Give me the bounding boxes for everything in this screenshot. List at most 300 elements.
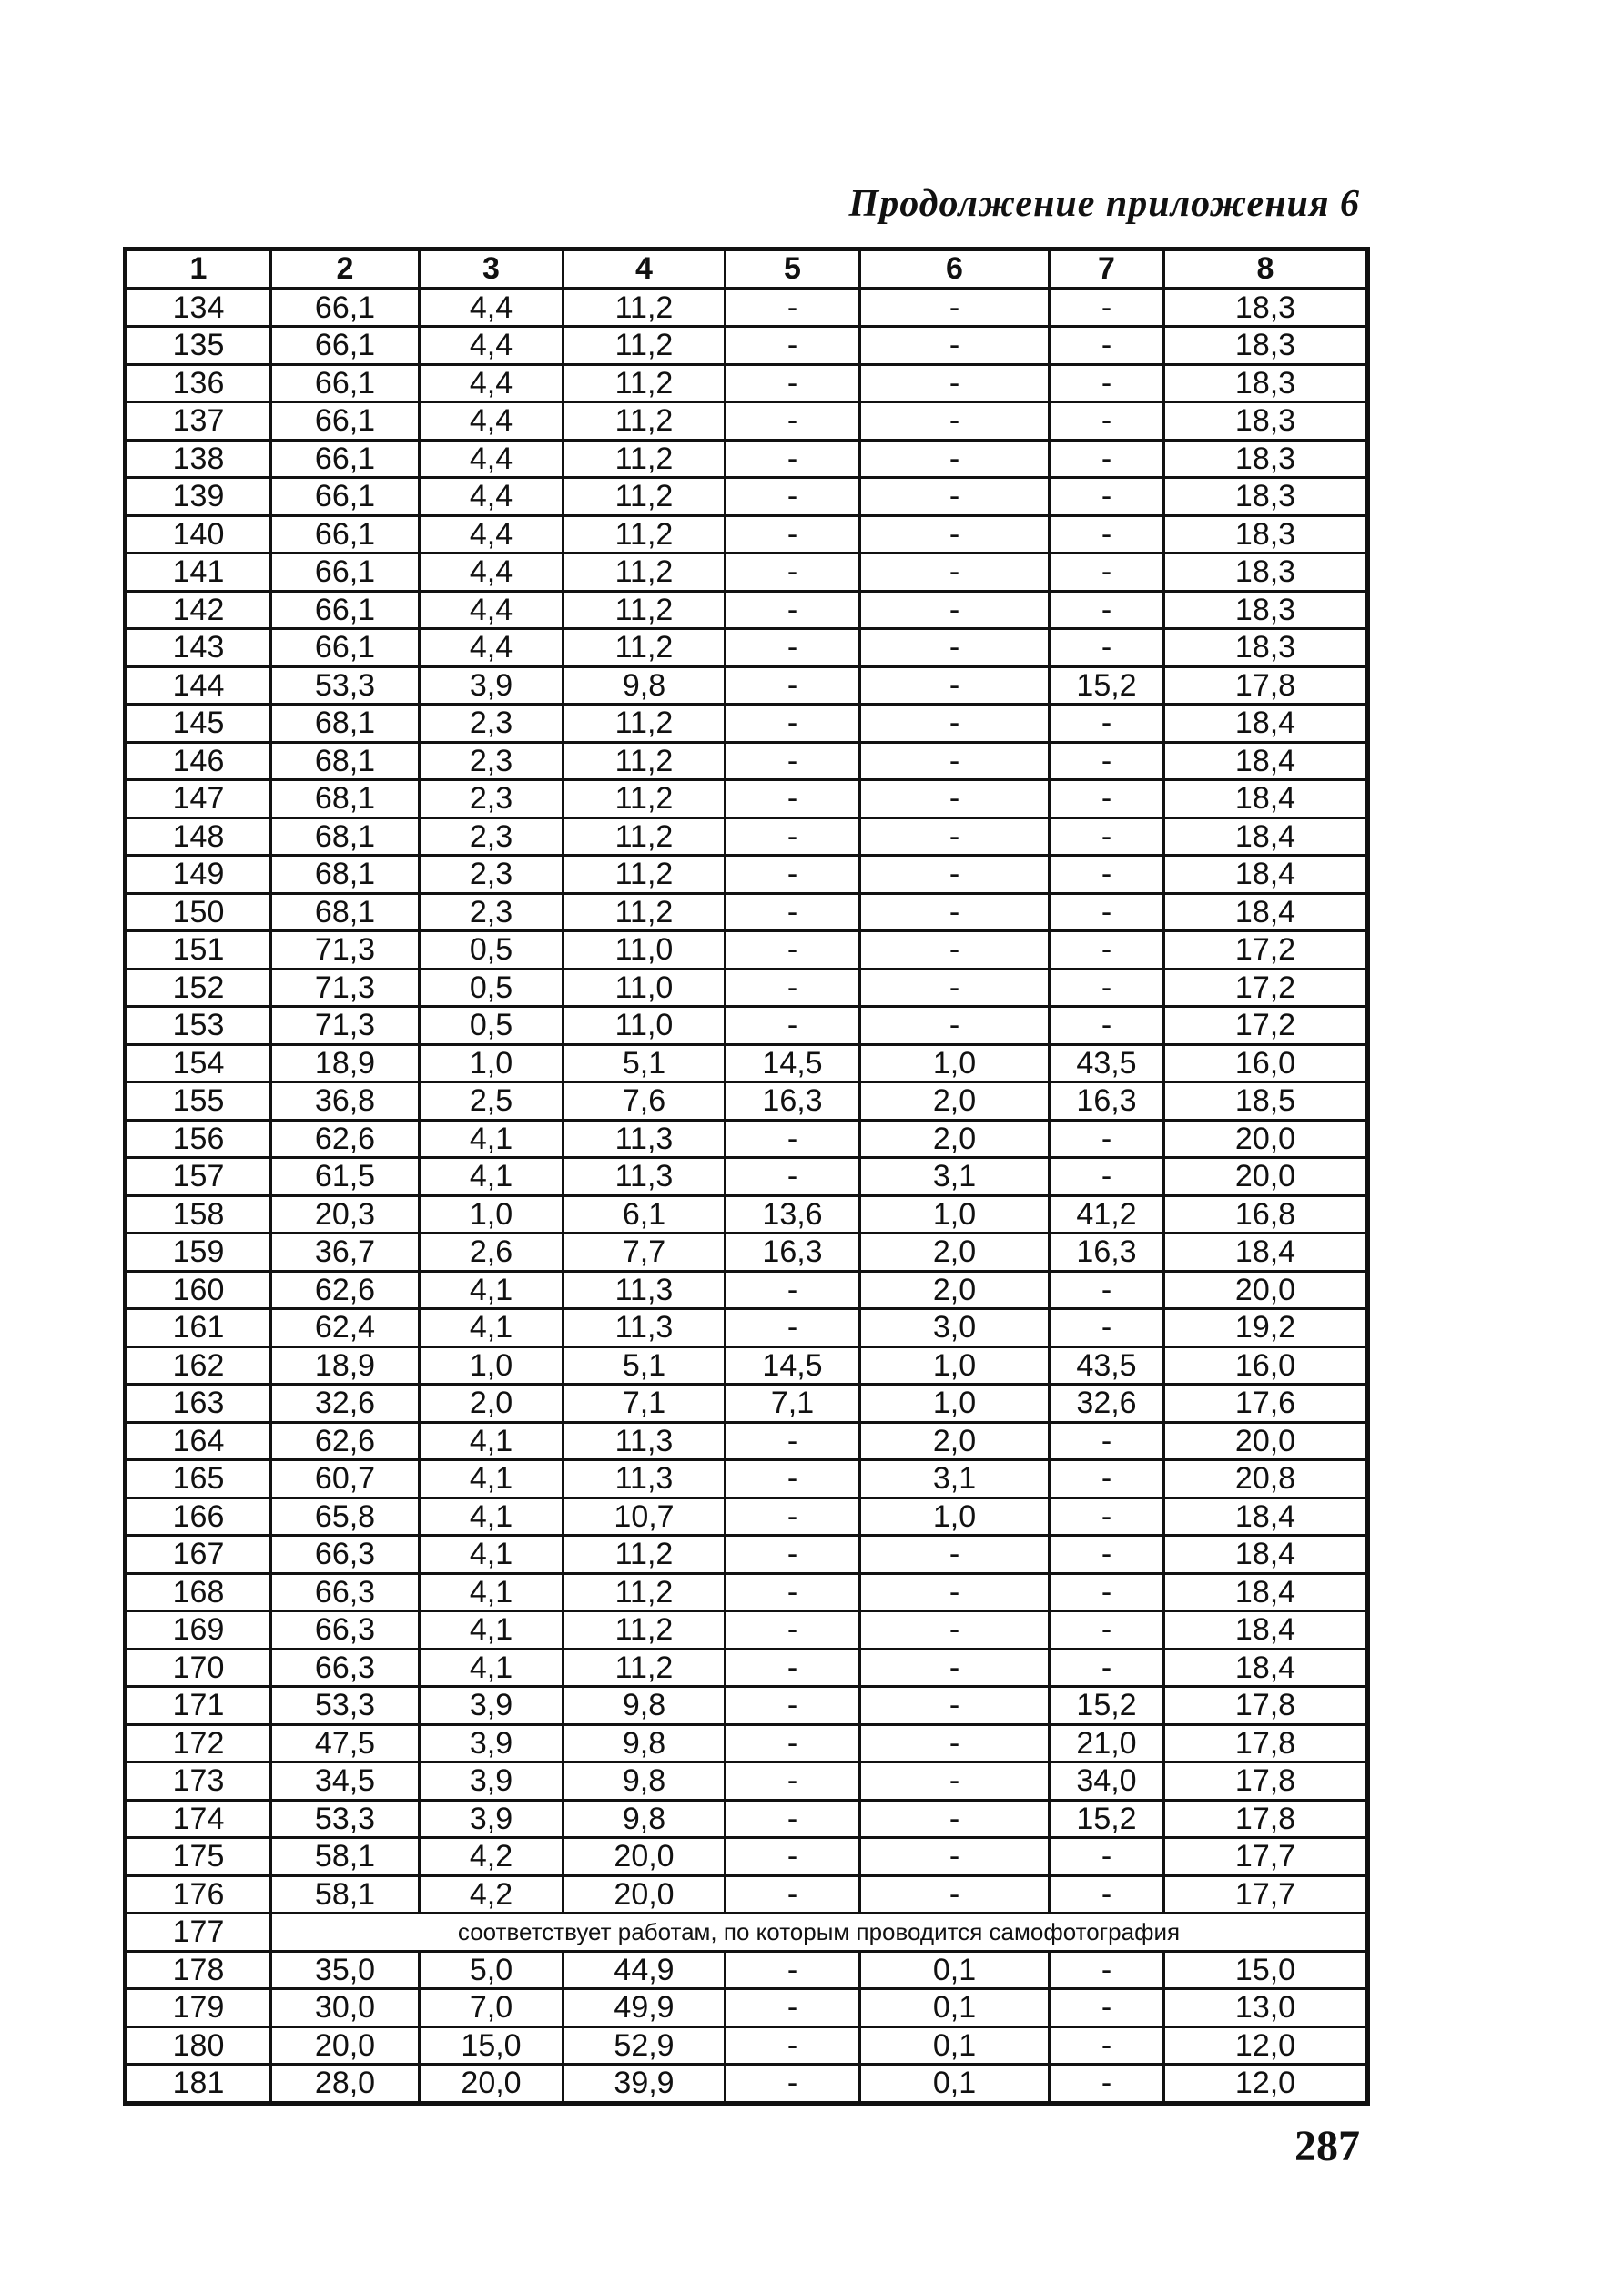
table-cell: 4,4 (420, 629, 563, 667)
table-cell: - (1050, 893, 1164, 931)
table-cell: 53,3 (271, 1800, 420, 1838)
table-cell: - (860, 856, 1050, 894)
table-cell: - (726, 666, 860, 705)
table-row (126, 364, 1368, 402)
table-cell: 17,2 (1164, 969, 1368, 1007)
table-cell: - (860, 1800, 1050, 1838)
row-number-cell: 163 (126, 1385, 271, 1423)
table-cell: 11,2 (563, 742, 726, 780)
table-cell: 4,1 (420, 1498, 563, 1536)
table-cell: - (860, 478, 1050, 516)
table-cell: - (1050, 818, 1164, 856)
table-cell: 11,2 (563, 402, 726, 441)
table-cell: 2,3 (420, 893, 563, 931)
table-row (126, 289, 1368, 327)
table-cell: 0,1 (860, 2026, 1050, 2065)
table-cell: 11,2 (563, 1649, 726, 1687)
table-cell: 2,5 (420, 1082, 563, 1121)
table-row (126, 2026, 1368, 2065)
table-cell: 18,4 (1164, 1234, 1368, 1272)
table-cell: 68,1 (271, 742, 420, 780)
table-cell: 3,9 (420, 666, 563, 705)
table-cell: 60,7 (271, 1460, 420, 1498)
table-cell: 2,0 (860, 1120, 1050, 1158)
column-header: 3 (420, 249, 563, 289)
table-cell: - (726, 1762, 860, 1801)
table-row (126, 629, 1368, 667)
table-cell: 11,2 (563, 1573, 726, 1611)
table-cell: - (1050, 1989, 1164, 2027)
table-cell: - (726, 1649, 860, 1687)
table-cell: 4,1 (420, 1120, 563, 1158)
table-cell: 11,2 (563, 440, 726, 478)
table-cell: 4,4 (420, 478, 563, 516)
table-cell: - (1050, 402, 1164, 441)
table-cell: - (726, 969, 860, 1007)
row-number-cell: 170 (126, 1649, 271, 1687)
table-cell: 32,6 (271, 1385, 420, 1423)
table-cell: 4,1 (420, 1649, 563, 1687)
table-row (126, 1800, 1368, 1838)
table-cell: 66,1 (271, 402, 420, 441)
table-cell: - (726, 364, 860, 402)
table-cell: 41,2 (1050, 1195, 1164, 1234)
table-cell: - (726, 1611, 860, 1650)
table-cell: 11,0 (563, 931, 726, 970)
table-cell: 17,8 (1164, 666, 1368, 705)
table-cell: 19,2 (1164, 1309, 1368, 1347)
table-cell: 65,8 (271, 1498, 420, 1536)
row-number-cell: 140 (126, 515, 271, 553)
table-cell: 1,0 (860, 1044, 1050, 1082)
table-cell: 14,5 (726, 1044, 860, 1082)
table-cell: - (1050, 1573, 1164, 1611)
table-cell: 9,8 (563, 1724, 726, 1762)
table-cell: 4,4 (420, 440, 563, 478)
table-cell: 44,9 (563, 1951, 726, 1989)
table-cell: 20,0 (1164, 1158, 1368, 1196)
table-cell: 66,1 (271, 440, 420, 478)
table-cell: 2,0 (860, 1422, 1050, 1460)
table-cell: 16,0 (1164, 1044, 1368, 1082)
table-cell: 39,9 (563, 2065, 726, 2104)
table-cell: - (860, 1687, 1050, 1725)
table-cell: 18,5 (1164, 1082, 1368, 1121)
column-header: 4 (563, 249, 726, 289)
table-cell: - (726, 1875, 860, 1914)
row-number-cell: 146 (126, 742, 271, 780)
table-cell: - (1050, 705, 1164, 743)
table-cell: - (860, 893, 1050, 931)
table-cell: - (726, 478, 860, 516)
table-cell: - (726, 402, 860, 441)
table-cell: 71,3 (271, 969, 420, 1007)
table-cell: 5,0 (420, 1951, 563, 1989)
table-cell: 11,3 (563, 1422, 726, 1460)
table-cell: 20,0 (563, 1875, 726, 1914)
row-number-cell: 169 (126, 1611, 271, 1650)
table-row (126, 2065, 1368, 2104)
table-cell: 66,3 (271, 1611, 420, 1650)
table-cell: 2,3 (420, 856, 563, 894)
table-cell: 18,3 (1164, 327, 1368, 365)
row-number-cell: 137 (126, 402, 271, 441)
row-number-cell: 155 (126, 1082, 271, 1121)
table-cell: 16,3 (1050, 1234, 1164, 1272)
table-cell: 20,0 (271, 2026, 420, 2065)
table-cell: - (726, 1422, 860, 1460)
table-cell: - (860, 1007, 1050, 1045)
table-cell: 62,6 (271, 1271, 420, 1309)
table-cell: 16,3 (726, 1234, 860, 1272)
table-cell: 43,5 (1050, 1044, 1164, 1082)
table-cell: 4,4 (420, 289, 563, 327)
table-cell: 66,1 (271, 478, 420, 516)
table-cell: - (726, 2065, 860, 2104)
page-heading: Продолжение приложения 6 (848, 183, 1360, 225)
table-cell: - (726, 1271, 860, 1309)
table-cell: 17,6 (1164, 1385, 1368, 1423)
table-cell: - (860, 553, 1050, 592)
table-cell: - (860, 931, 1050, 970)
table-row (126, 478, 1368, 516)
table-cell: - (860, 666, 1050, 705)
row-number-cell: 162 (126, 1346, 271, 1385)
table-row (126, 856, 1368, 894)
row-number-cell: 165 (126, 1460, 271, 1498)
table-cell: 66,3 (271, 1573, 420, 1611)
table-cell: 4,4 (420, 591, 563, 629)
column-header: 7 (1050, 249, 1164, 289)
table-cell: 68,1 (271, 705, 420, 743)
table-cell: 18,3 (1164, 553, 1368, 592)
table-cell: 17,8 (1164, 1762, 1368, 1801)
table-cell: 7,1 (726, 1385, 860, 1423)
row-number-cell: 179 (126, 1989, 271, 2027)
table-cell: - (1050, 1271, 1164, 1309)
table-cell: 0,1 (860, 2065, 1050, 2104)
table-cell: 2,0 (860, 1082, 1050, 1121)
table-cell: 20,0 (1164, 1271, 1368, 1309)
row-number-cell: 141 (126, 553, 271, 592)
table-cell: 62,4 (271, 1309, 420, 1347)
row-number-cell: 172 (126, 1724, 271, 1762)
table-cell: 11,2 (563, 1611, 726, 1650)
table-cell: 4,2 (420, 1838, 563, 1876)
table-row (126, 327, 1368, 365)
table-cell: 11,3 (563, 1271, 726, 1309)
table-cell: 12,0 (1164, 2026, 1368, 2065)
table-cell: 71,3 (271, 1007, 420, 1045)
table-cell: 17,8 (1164, 1724, 1368, 1762)
table-cell: - (860, 1611, 1050, 1650)
table-cell: - (860, 1875, 1050, 1914)
table-cell: 11,2 (563, 705, 726, 743)
table-cell: 18,4 (1164, 1536, 1368, 1574)
table-row (126, 780, 1368, 818)
table-row (126, 1271, 1368, 1309)
row-number-cell: 168 (126, 1573, 271, 1611)
table-cell: - (726, 1120, 860, 1158)
table-cell: 1,0 (420, 1044, 563, 1082)
table-cell: 11,2 (563, 856, 726, 894)
table-cell: 2,0 (860, 1271, 1050, 1309)
table-cell: - (860, 969, 1050, 1007)
row-number-cell: 159 (126, 1234, 271, 1272)
table-cell: 68,1 (271, 818, 420, 856)
table-cell: 36,8 (271, 1082, 420, 1121)
table-cell: 12,0 (1164, 2065, 1368, 2104)
table-cell: - (726, 1989, 860, 2027)
table-cell: 68,1 (271, 780, 420, 818)
table-cell: 49,9 (563, 1989, 726, 2027)
table-cell: 11,2 (563, 591, 726, 629)
table-row (126, 515, 1368, 553)
table-cell: 3,9 (420, 1762, 563, 1801)
row-number-cell: 176 (126, 1875, 271, 1914)
table-row (126, 969, 1368, 1007)
table-cell: - (726, 1800, 860, 1838)
table-row (126, 1498, 1368, 1536)
table-cell: 30,0 (271, 1989, 420, 2027)
table-cell: - (1050, 1951, 1164, 1989)
table-cell: - (726, 931, 860, 970)
row-number-cell: 147 (126, 780, 271, 818)
table-cell: - (860, 1762, 1050, 1801)
table-cell: 36,7 (271, 1234, 420, 1272)
table-row (126, 1951, 1368, 1989)
table-cell: 4,1 (420, 1536, 563, 1574)
table-cell: - (1050, 1460, 1164, 1498)
table-cell: 18,3 (1164, 364, 1368, 402)
table-cell: - (860, 1573, 1050, 1611)
table-cell: 7,0 (420, 1989, 563, 2027)
row-number-cell: 180 (126, 2026, 271, 2065)
table-cell: - (726, 515, 860, 553)
header-row (126, 249, 1368, 289)
table-cell: 17,8 (1164, 1687, 1368, 1725)
table-row (126, 742, 1368, 780)
table-cell: - (1050, 553, 1164, 592)
row-number-cell: 156 (126, 1120, 271, 1158)
table-cell: 20,8 (1164, 1460, 1368, 1498)
column-header: 5 (726, 249, 860, 289)
table-cell: 13,6 (726, 1195, 860, 1234)
table-cell: 61,5 (271, 1158, 420, 1196)
table-cell: 13,0 (1164, 1989, 1368, 2027)
table-cell: - (860, 1649, 1050, 1687)
row-number-cell: 142 (126, 591, 271, 629)
table-row (126, 1309, 1368, 1347)
table-row (126, 402, 1368, 441)
table-cell: 9,8 (563, 1762, 726, 1801)
table-row (126, 818, 1368, 856)
table-cell: 16,0 (1164, 1346, 1368, 1385)
table-cell: - (726, 780, 860, 818)
row-number-cell: 177 (126, 1914, 271, 1952)
table-cell: 18,3 (1164, 515, 1368, 553)
table-row (126, 893, 1368, 931)
table-cell: 53,3 (271, 1687, 420, 1725)
table-row (126, 666, 1368, 705)
table-cell: - (860, 742, 1050, 780)
table-cell: 11,2 (563, 1536, 726, 1574)
table-cell: 11,2 (563, 364, 726, 402)
table-cell: 0,5 (420, 969, 563, 1007)
table-cell: - (726, 327, 860, 365)
table-cell: - (1050, 1422, 1164, 1460)
table-cell: - (726, 1536, 860, 1574)
table-cell: 34,5 (271, 1762, 420, 1801)
table-cell: 15,2 (1050, 666, 1164, 705)
table-cell: 4,4 (420, 327, 563, 365)
table-cell: - (860, 1838, 1050, 1876)
table-cell: 11,0 (563, 1007, 726, 1045)
row-number-cell: 144 (126, 666, 271, 705)
row-number-cell: 181 (126, 2065, 271, 2104)
table-cell: 18,3 (1164, 478, 1368, 516)
table-cell: 18,4 (1164, 1573, 1368, 1611)
table-cell: - (1050, 1611, 1164, 1650)
row-number-cell: 154 (126, 1044, 271, 1082)
table-cell: - (1050, 515, 1164, 553)
table-cell: 18,4 (1164, 818, 1368, 856)
table-cell: 4,4 (420, 553, 563, 592)
table-cell: - (726, 856, 860, 894)
table-row (126, 1875, 1368, 1914)
table-row (126, 1573, 1368, 1611)
table-cell: 2,6 (420, 1234, 563, 1272)
table-cell: - (1050, 969, 1164, 1007)
table-cell: 66,1 (271, 289, 420, 327)
row-number-cell: 173 (126, 1762, 271, 1801)
table-cell: - (860, 818, 1050, 856)
table-row (126, 1195, 1368, 1234)
column-header: 8 (1164, 249, 1368, 289)
table-cell: 4,4 (420, 515, 563, 553)
table-cell: 11,2 (563, 818, 726, 856)
table-row (126, 1422, 1368, 1460)
table-cell: - (860, 591, 1050, 629)
table-cell: - (726, 818, 860, 856)
table-cell: - (1050, 1007, 1164, 1045)
table-cell: - (860, 1536, 1050, 1574)
table-cell: - (726, 1460, 860, 1498)
row-number-cell: 134 (126, 289, 271, 327)
table-cell: - (726, 705, 860, 743)
table-cell: 58,1 (271, 1838, 420, 1876)
row-number-cell: 175 (126, 1838, 271, 1876)
table-cell: - (1050, 2065, 1164, 2104)
table-cell: - (860, 515, 1050, 553)
table-cell: 18,3 (1164, 289, 1368, 327)
table-row (126, 1536, 1368, 1574)
table-cell: 4,1 (420, 1573, 563, 1611)
table-cell: - (726, 2026, 860, 2065)
table-cell: 66,1 (271, 327, 420, 365)
table-cell: 3,9 (420, 1800, 563, 1838)
table-cell: - (726, 440, 860, 478)
table-cell: 4,4 (420, 364, 563, 402)
row-number-cell: 152 (126, 969, 271, 1007)
table-cell: - (726, 1724, 860, 1762)
table-cell: - (1050, 1498, 1164, 1536)
table-cell: 18,9 (271, 1346, 420, 1385)
table-cell: 1,0 (420, 1346, 563, 1385)
table-cell: - (726, 289, 860, 327)
table-cell: - (860, 327, 1050, 365)
table-row (126, 1346, 1368, 1385)
table-row (126, 1687, 1368, 1725)
row-number-cell: 136 (126, 364, 271, 402)
page-number: 287 (1294, 2122, 1360, 2170)
table-cell: 4,1 (420, 1611, 563, 1650)
row-number-cell: 171 (126, 1687, 271, 1725)
table-cell: 62,6 (271, 1120, 420, 1158)
table-cell: - (860, 364, 1050, 402)
table-row (126, 1007, 1368, 1045)
table-cell: 66,1 (271, 364, 420, 402)
table-row (126, 1649, 1368, 1687)
table-cell: - (1050, 478, 1164, 516)
row-number-cell: 148 (126, 818, 271, 856)
table-cell: 11,3 (563, 1460, 726, 1498)
table-cell: 4,1 (420, 1271, 563, 1309)
table-cell: 66,1 (271, 591, 420, 629)
table-cell: 71,3 (271, 931, 420, 970)
table-row (126, 1385, 1368, 1423)
table-cell: 11,3 (563, 1120, 726, 1158)
table-cell: - (1050, 742, 1164, 780)
table-cell: 15,2 (1050, 1687, 1164, 1725)
table-row (126, 1082, 1368, 1121)
table-cell: 11,2 (563, 478, 726, 516)
table-cell: - (1050, 591, 1164, 629)
table-row (126, 553, 1368, 592)
table-cell: 17,2 (1164, 931, 1368, 970)
table-cell: 7,1 (563, 1385, 726, 1423)
table-row (126, 1838, 1368, 1876)
table-cell: 5,1 (563, 1044, 726, 1082)
table-cell: - (726, 1838, 860, 1876)
row-number-cell: 143 (126, 629, 271, 667)
table-cell: 18,4 (1164, 893, 1368, 931)
table-cell: - (1050, 327, 1164, 365)
row-number-cell: 174 (126, 1800, 271, 1838)
table-cell: - (1050, 1158, 1164, 1196)
table-cell: 11,2 (563, 553, 726, 592)
table-cell: 7,7 (563, 1234, 726, 1272)
table-row (126, 1044, 1368, 1082)
table-cell: 4,1 (420, 1422, 563, 1460)
table-cell: 18,4 (1164, 780, 1368, 818)
table-row (126, 1724, 1368, 1762)
table-cell: - (860, 705, 1050, 743)
table-cell: - (1050, 1120, 1164, 1158)
table-cell: 18,4 (1164, 742, 1368, 780)
table-cell: - (726, 893, 860, 931)
table-cell: 52,9 (563, 2026, 726, 2065)
table-cell: - (1050, 289, 1164, 327)
table-cell: 3,9 (420, 1724, 563, 1762)
table-body (126, 289, 1368, 2104)
table-cell: - (726, 1498, 860, 1536)
table-cell: - (1050, 780, 1164, 818)
table-cell: 4,1 (420, 1158, 563, 1196)
table-cell: 20,3 (271, 1195, 420, 1234)
table-cell: 2,0 (860, 1234, 1050, 1272)
row-number-cell: 150 (126, 893, 271, 931)
